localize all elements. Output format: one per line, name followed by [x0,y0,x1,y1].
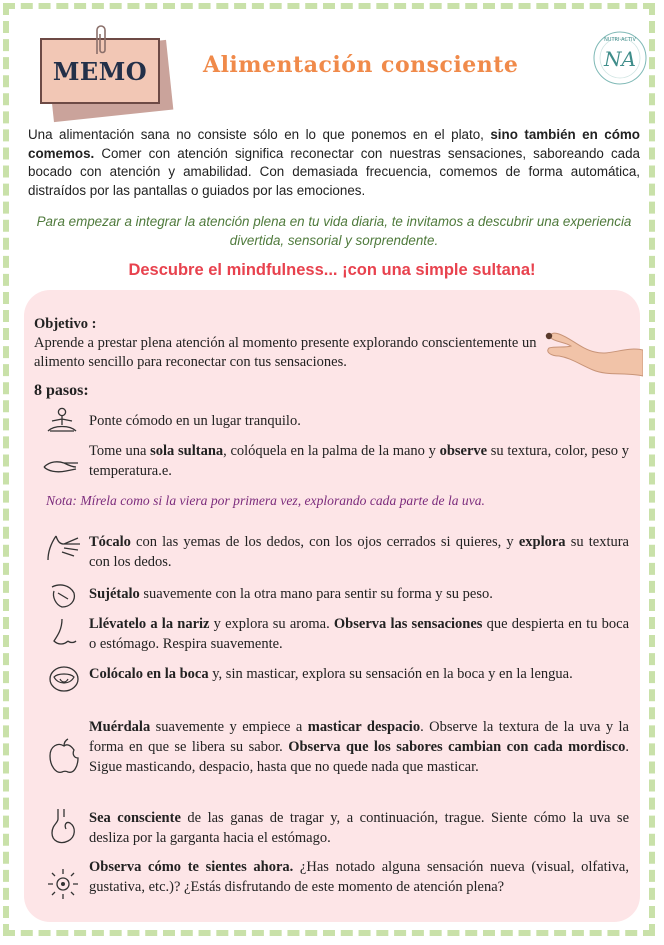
step-text-bold: Sea consciente [89,810,181,826]
step-5 [89,614,629,654]
logo-initials: NA [604,47,636,71]
pinching-hand-illustration [525,312,643,386]
step-text-bold: masticar despacio [307,719,421,735]
nose-icon [50,617,78,649]
step-text-bold: Observa cómo te sientes ahora. [89,859,294,875]
objective-label: Objetivo : [34,316,97,332]
senses-icon [46,867,80,901]
invitation-text: Para empezar a integrar la atención plena en tu vida diaria, te invitamos a descubrir una experiencia divertida, sensorial y sorprendente. [36,214,632,248]
step-text-bold: Observa las sensaciones [333,616,483,632]
note-text: Nota: Mírela como si la viera por primera vez, explorando cada parte de la uva. [46,493,485,508]
objective-text: Aprende a prestar plena atención al momento presente explorando conscientemente un alimento sencillo para reconectar con tus sensaciones. [34,335,537,370]
step-text-bold: Observa que los sabores cambian con cada mordisco [288,739,626,755]
step-text: Tome una [89,443,151,459]
step-text: . Observe la textura de la uva y la forma en que se libera su sabor. [89,719,629,755]
step-text: Ponte cómodo en un lugar tranquilo. [89,413,301,429]
apple-bite-icon [48,738,80,776]
step-text-bold: sola sultana [150,443,224,459]
step-text: que despierta en tu boca o estómago. Respira suavemente. [89,616,629,652]
memo-label: MEMO [52,56,148,86]
section-heading: Descubre el mindfulness... ¡con una simple sultana! [128,261,536,279]
steps-label: 8 pasos: [34,382,89,399]
step-text: . Sigue masticando, despacio, hasta que no quede nada que masticar. [89,739,629,775]
step-1 [89,411,629,431]
step-text-bold: Sujétalo [89,586,140,602]
step-text: y explora su aroma. [209,616,334,632]
mouth-icon [48,665,80,693]
step-text: y, sin masticar, explora su sensación en la boca y en la lengua. [208,666,573,682]
intro-paragraph: Una alimentación sana no consiste sólo en lo que ponemos en el plato, sino también en cómo comemos. Comer con atención significa reconectar con nuestras sensaciones, saboreando cada bocado con atención y amabilidad. Con demasiada frecuencia, comemos de forma automática, distraídos por las pantallas o guiados por las emociones. [28,127,640,198]
step-2 [89,441,629,481]
open-palm-icon [42,455,82,475]
step-text-bold: Colócalo en la boca [89,666,209,682]
step-text: su textura, color, peso y temperatura.e. [89,443,629,479]
step-text: suavemente y empiece a [150,719,308,735]
step-4 [89,584,629,604]
step-6 [89,664,629,684]
step-text-bold: Muérdala [89,719,151,735]
stomach-icon [48,807,78,847]
step-text-bold: Llévatelo a la nariz [89,616,210,632]
step-text: ¿Has notado alguna sensación nueva (visual, olfativa, gustativa, etc.)? ¿Estás disfrutando de este momento de atención plena? [89,859,629,895]
step-7 [89,717,629,777]
step-3 [89,532,629,572]
step-text: , colóquela en la palma de la mano y [223,443,440,459]
paperclip-icon [92,24,110,58]
touch-hand-icon [44,532,82,562]
step-text-bold: explora [518,534,566,550]
meditation-icon [44,407,80,435]
step-8 [89,808,629,848]
step-text: suavemente con la otra mano para sentir su forma y su peso. [139,586,493,602]
hold-hand-icon [48,581,78,609]
step-text: su textura con los dedos. [89,534,629,570]
logo-ring-text: NUTRI-ACTIV [604,37,636,43]
page-title: Alimentación consciente [203,52,519,78]
step-9 [89,857,629,897]
step-text: de las ganas de tragar y, a continuación, trague. Siente cómo la uva se desliza por la garganta hacia el estómago. [89,810,629,846]
step-text-bold: observe [439,443,488,459]
brand-logo [592,30,648,86]
step-text-bold: Tócalo [89,534,131,550]
step-text: con las yemas de los dedos, con los ojos cerrados si quieres, y [130,534,519,550]
